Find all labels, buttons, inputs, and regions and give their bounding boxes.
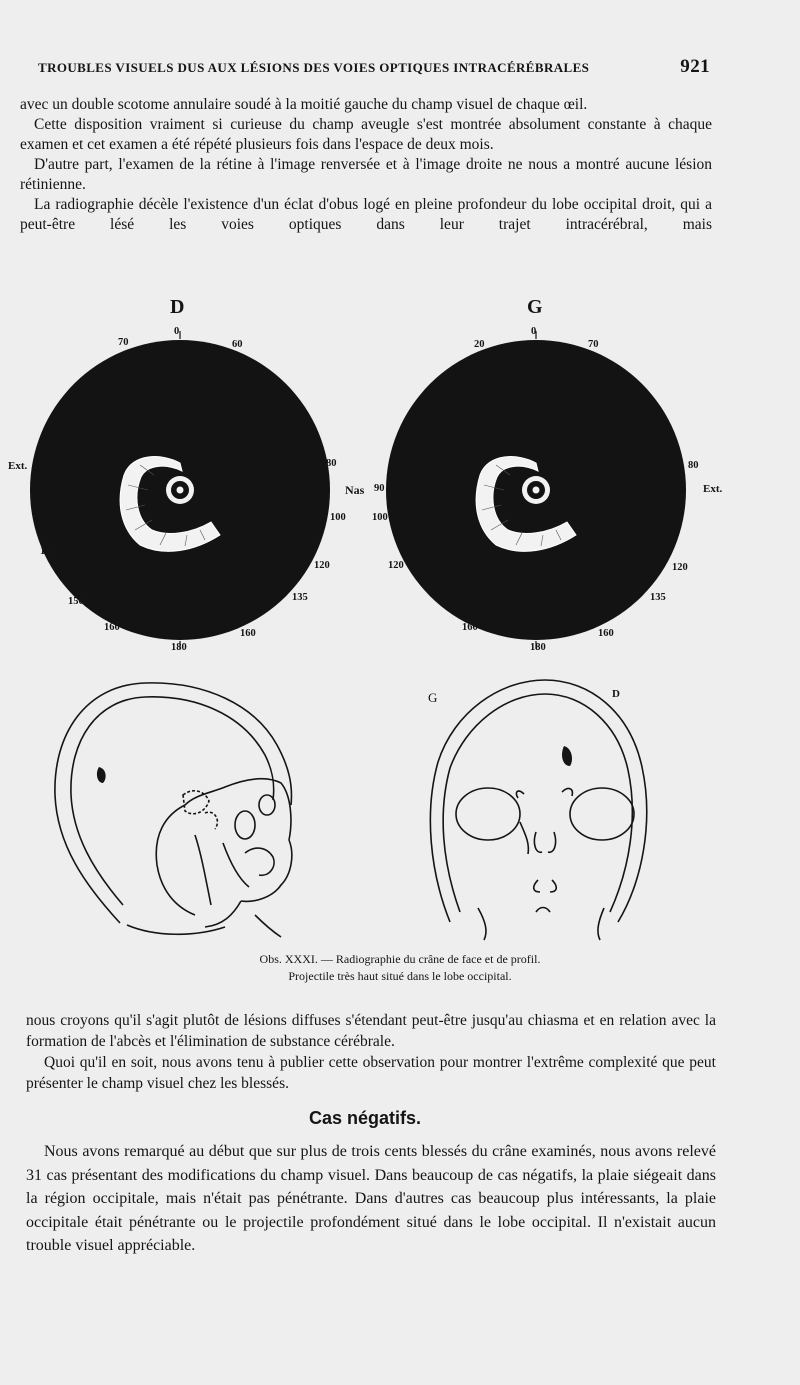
- caption-line: Obs. XXXI. — Radiographie du crâne de face et de profil.: [259, 952, 541, 966]
- left-eye-field-label: G: [527, 296, 543, 318]
- skull-frontal-radiograph: [420, 672, 660, 942]
- degree-label: 150: [68, 596, 84, 607]
- degree-label: 0: [174, 326, 180, 337]
- projectile-shadow: [562, 746, 572, 766]
- paragraph: D'autre part, l'examen de la rétine à l'image renversée et à l'image droite ne nous a montré aucune lésion rétinienne.: [20, 156, 712, 193]
- bottom-text-block: [26, 1010, 716, 1094]
- right-eye-field-label: D: [170, 296, 185, 318]
- caption-line: Projectile très haut situé dans le lobe occipital.: [288, 969, 512, 983]
- degree-label: 100: [372, 512, 388, 523]
- degree-label: 135: [650, 592, 666, 603]
- degree-label: 160: [598, 628, 614, 639]
- paragraph: Cette disposition vraiment si curieuse du champ aveugle s'est montrée absolument constante à chaque examen et cet examen a été répété plusieurs fois dans l'espace de deux mois.: [20, 116, 712, 153]
- fixation-point: [533, 487, 540, 494]
- skull-side-label: G: [428, 690, 438, 705]
- degree-label: 70: [588, 339, 599, 350]
- running-title: TROUBLES VISUELS DUS AUX LÉSIONS DES VOIES OPTIQUES INTRACÉRÉBRALES: [38, 60, 590, 75]
- paragraph: nous croyons qu'il s'agit plutôt de lésions diffuses s'étendant peut-être jusqu'au chiasma et en relation avec la formation de l'abcès et l'élimination de substance cérébrale.: [26, 1012, 716, 1050]
- temporal-label: Ext.: [8, 460, 28, 472]
- degree-label: 160: [240, 628, 256, 639]
- top-text-block: [20, 95, 712, 235]
- degree-label: 90: [374, 483, 385, 494]
- orbit-right: [570, 788, 634, 840]
- degree-label: 180: [530, 642, 546, 653]
- degree-label: 160: [104, 622, 120, 633]
- skull-profile-radiograph: [45, 675, 315, 940]
- degree-label: 120: [388, 560, 404, 571]
- section-heading: Cas négatifs.: [308, 1108, 422, 1128]
- degree-label: 20: [474, 339, 485, 350]
- paragraph: Quoi qu'il en soit, nous avons tenu à publier cette observation pour montrer l'extrême complexité que peut présenter le champ visuel chez les blessés.: [26, 1054, 716, 1092]
- page-number: 921: [680, 56, 710, 77]
- degree-label: 80: [326, 458, 337, 469]
- skull-outline-outer: [430, 680, 646, 922]
- nasal-label: Nas: [345, 483, 365, 497]
- orbit-left: [456, 788, 520, 840]
- section-text-block: [26, 1140, 716, 1258]
- degree-label: 120: [40, 546, 56, 557]
- degree-label: 70: [118, 337, 129, 348]
- degree-label: 180: [171, 642, 187, 653]
- degree-label: 60: [232, 339, 243, 350]
- degree-label: 80: [688, 460, 699, 471]
- skull-outline-inner: [443, 694, 632, 912]
- paragraph: avec un double scotome annulaire soudé à la moitié gauche du champ visuel de chaque œil.: [20, 96, 588, 113]
- paragraph: La radiographie décèle l'existence d'un éclat d'obus logé en pleine profondeur du lobe occipital droit, qui a peut-être lésé les voies optiques dans leur trajet intracérébral, mais: [20, 196, 712, 233]
- skull-side-label: D: [612, 688, 620, 700]
- degree-label: 120: [672, 562, 688, 573]
- degree-label: 120: [314, 560, 330, 571]
- paragraph: Nous avons remarqué au début que sur plus de trois cents blessés du crâne examinés, nous avons relevé 31 cas présentant des modifications du champ visuel. Dans beaucoup de cas négatifs, la plaie siégeait dans la région occipitale, mais n'était pas pénétrante. Dans d'autres cas beaucoup plus intéressants, la plaie occipitale était pénétrante ou le projectile profondément situé dans le lobe occipital. Il n'existait aucun trouble visuel appréciable.: [26, 1143, 716, 1254]
- skull-outline-outer: [55, 683, 145, 923]
- projectile-shadow: [97, 767, 106, 783]
- figure-caption: [0, 951, 800, 985]
- temporal-label: Ext.: [703, 483, 723, 495]
- degree-label: 135: [292, 592, 308, 603]
- fixation-point: [177, 487, 184, 494]
- degree-label: 100: [330, 512, 346, 523]
- visual-field-chart-left-eye: [376, 325, 706, 655]
- degree-label: 160: [462, 622, 478, 633]
- degree-label: 0: [531, 326, 537, 337]
